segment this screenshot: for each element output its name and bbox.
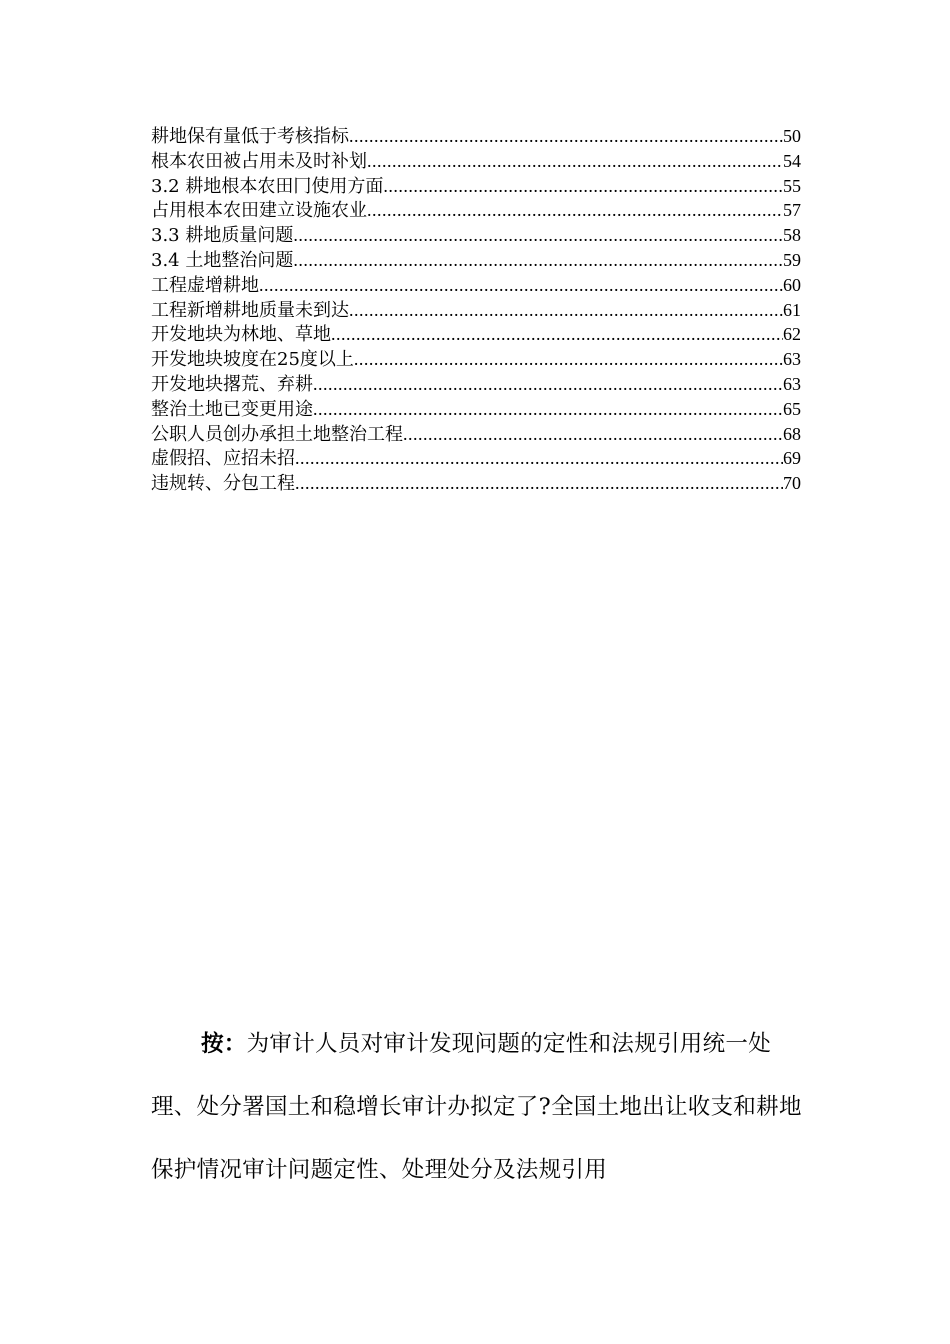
toc-entry-page: 61 bbox=[783, 299, 801, 320]
toc-entry-title: 公职人员创办承担土地整治工程 bbox=[151, 423, 403, 445]
toc-entry-page: 59 bbox=[783, 249, 801, 270]
toc-entry-title: 3.4 土地整治问题 bbox=[151, 249, 294, 271]
toc-leader-dots bbox=[293, 248, 783, 273]
note-text: 为审计人员对审计发现问题的定性和法规引用统一处理、处分署国土和稳增长审计办拟定了?全国土地出让收支和耕地保护情况审计问题定性、处理处分及法规引用 bbox=[151, 1030, 802, 1183]
toc-entry-title: 开发地块为林地、草地 bbox=[151, 324, 331, 346]
toc-entry[interactable] bbox=[151, 298, 801, 323]
toc-leader-dots bbox=[354, 347, 783, 372]
toc-entry-title: 占用根本农田建立设施农业 bbox=[151, 200, 367, 222]
toc-entry-page: 65 bbox=[783, 398, 801, 419]
toc-entry-page: 63 bbox=[783, 373, 801, 394]
toc-leader-dots bbox=[295, 446, 783, 471]
toc-entry[interactable] bbox=[151, 198, 801, 223]
toc-entry-page: 69 bbox=[783, 448, 801, 469]
toc-leader-dots bbox=[259, 273, 783, 298]
toc-entry-page: 63 bbox=[783, 349, 801, 370]
toc-entry-title: 工程虚增耕地 bbox=[151, 274, 259, 296]
toc-entry-title: 3.2 耕地根本农田冂使用方面 bbox=[151, 175, 384, 197]
toc-entry-page: 50 bbox=[783, 126, 801, 146]
toc-entry-title: 根本农田被占用未及时补划 bbox=[151, 150, 367, 172]
toc-entry-page: 60 bbox=[783, 274, 801, 295]
toc-entry-title: 整治土地已变更用途 bbox=[151, 398, 313, 420]
toc-entry[interactable] bbox=[151, 372, 801, 397]
toc-entry[interactable] bbox=[151, 223, 801, 248]
toc-leader-dots bbox=[349, 298, 783, 323]
toc-entry[interactable] bbox=[151, 149, 801, 174]
note-label: 按： bbox=[201, 1030, 247, 1057]
toc-entry-title: 3.3 耕地质量问题 bbox=[151, 225, 294, 247]
toc-leader-dots bbox=[293, 223, 783, 248]
toc-entry-title: 虚假招、应招未招 bbox=[151, 448, 295, 470]
table-of-contents bbox=[151, 124, 801, 496]
toc-leader-dots bbox=[313, 397, 783, 422]
toc-entry-page: 55 bbox=[783, 175, 801, 196]
toc-entry[interactable] bbox=[151, 471, 801, 496]
toc-entry-title: 违规转、分包工程 bbox=[151, 473, 295, 495]
toc-entry-page: 70 bbox=[783, 473, 801, 494]
toc-leader-dots bbox=[383, 174, 783, 199]
toc-entry[interactable] bbox=[151, 422, 801, 447]
toc-entry[interactable] bbox=[151, 248, 801, 273]
toc-entry-title: 开发地块坡度在25度以上 bbox=[151, 349, 354, 371]
toc-leader-dots bbox=[313, 372, 783, 397]
toc-leader-dots bbox=[367, 149, 783, 174]
toc-leader-dots bbox=[367, 198, 783, 223]
toc-entry-page: 58 bbox=[783, 225, 801, 246]
toc-entry[interactable] bbox=[151, 322, 801, 347]
toc-entry-page: 68 bbox=[783, 423, 801, 444]
toc-entry[interactable] bbox=[151, 124, 801, 149]
toc-entry-page: 54 bbox=[783, 150, 801, 171]
toc-entry-title: 耕地保有量低于考核指标 bbox=[151, 126, 349, 147]
toc-leader-dots bbox=[349, 124, 783, 149]
toc-entry[interactable] bbox=[151, 174, 801, 199]
toc-entry-page: 57 bbox=[783, 200, 801, 221]
toc-leader-dots bbox=[295, 471, 783, 496]
toc-entry-title: 工程新增耕地质量未到达 bbox=[151, 299, 349, 321]
toc-entry[interactable] bbox=[151, 397, 801, 422]
toc-leader-dots bbox=[403, 422, 783, 447]
toc-entry[interactable] bbox=[151, 446, 801, 471]
toc-leader-dots bbox=[331, 322, 783, 347]
toc-entry[interactable] bbox=[151, 273, 801, 298]
note-paragraph bbox=[151, 1013, 803, 1202]
toc-entry-title: 开发地块撂荒、弃耕 bbox=[151, 373, 313, 395]
toc-entry[interactable] bbox=[151, 347, 801, 372]
toc-entry-page: 62 bbox=[783, 324, 801, 345]
